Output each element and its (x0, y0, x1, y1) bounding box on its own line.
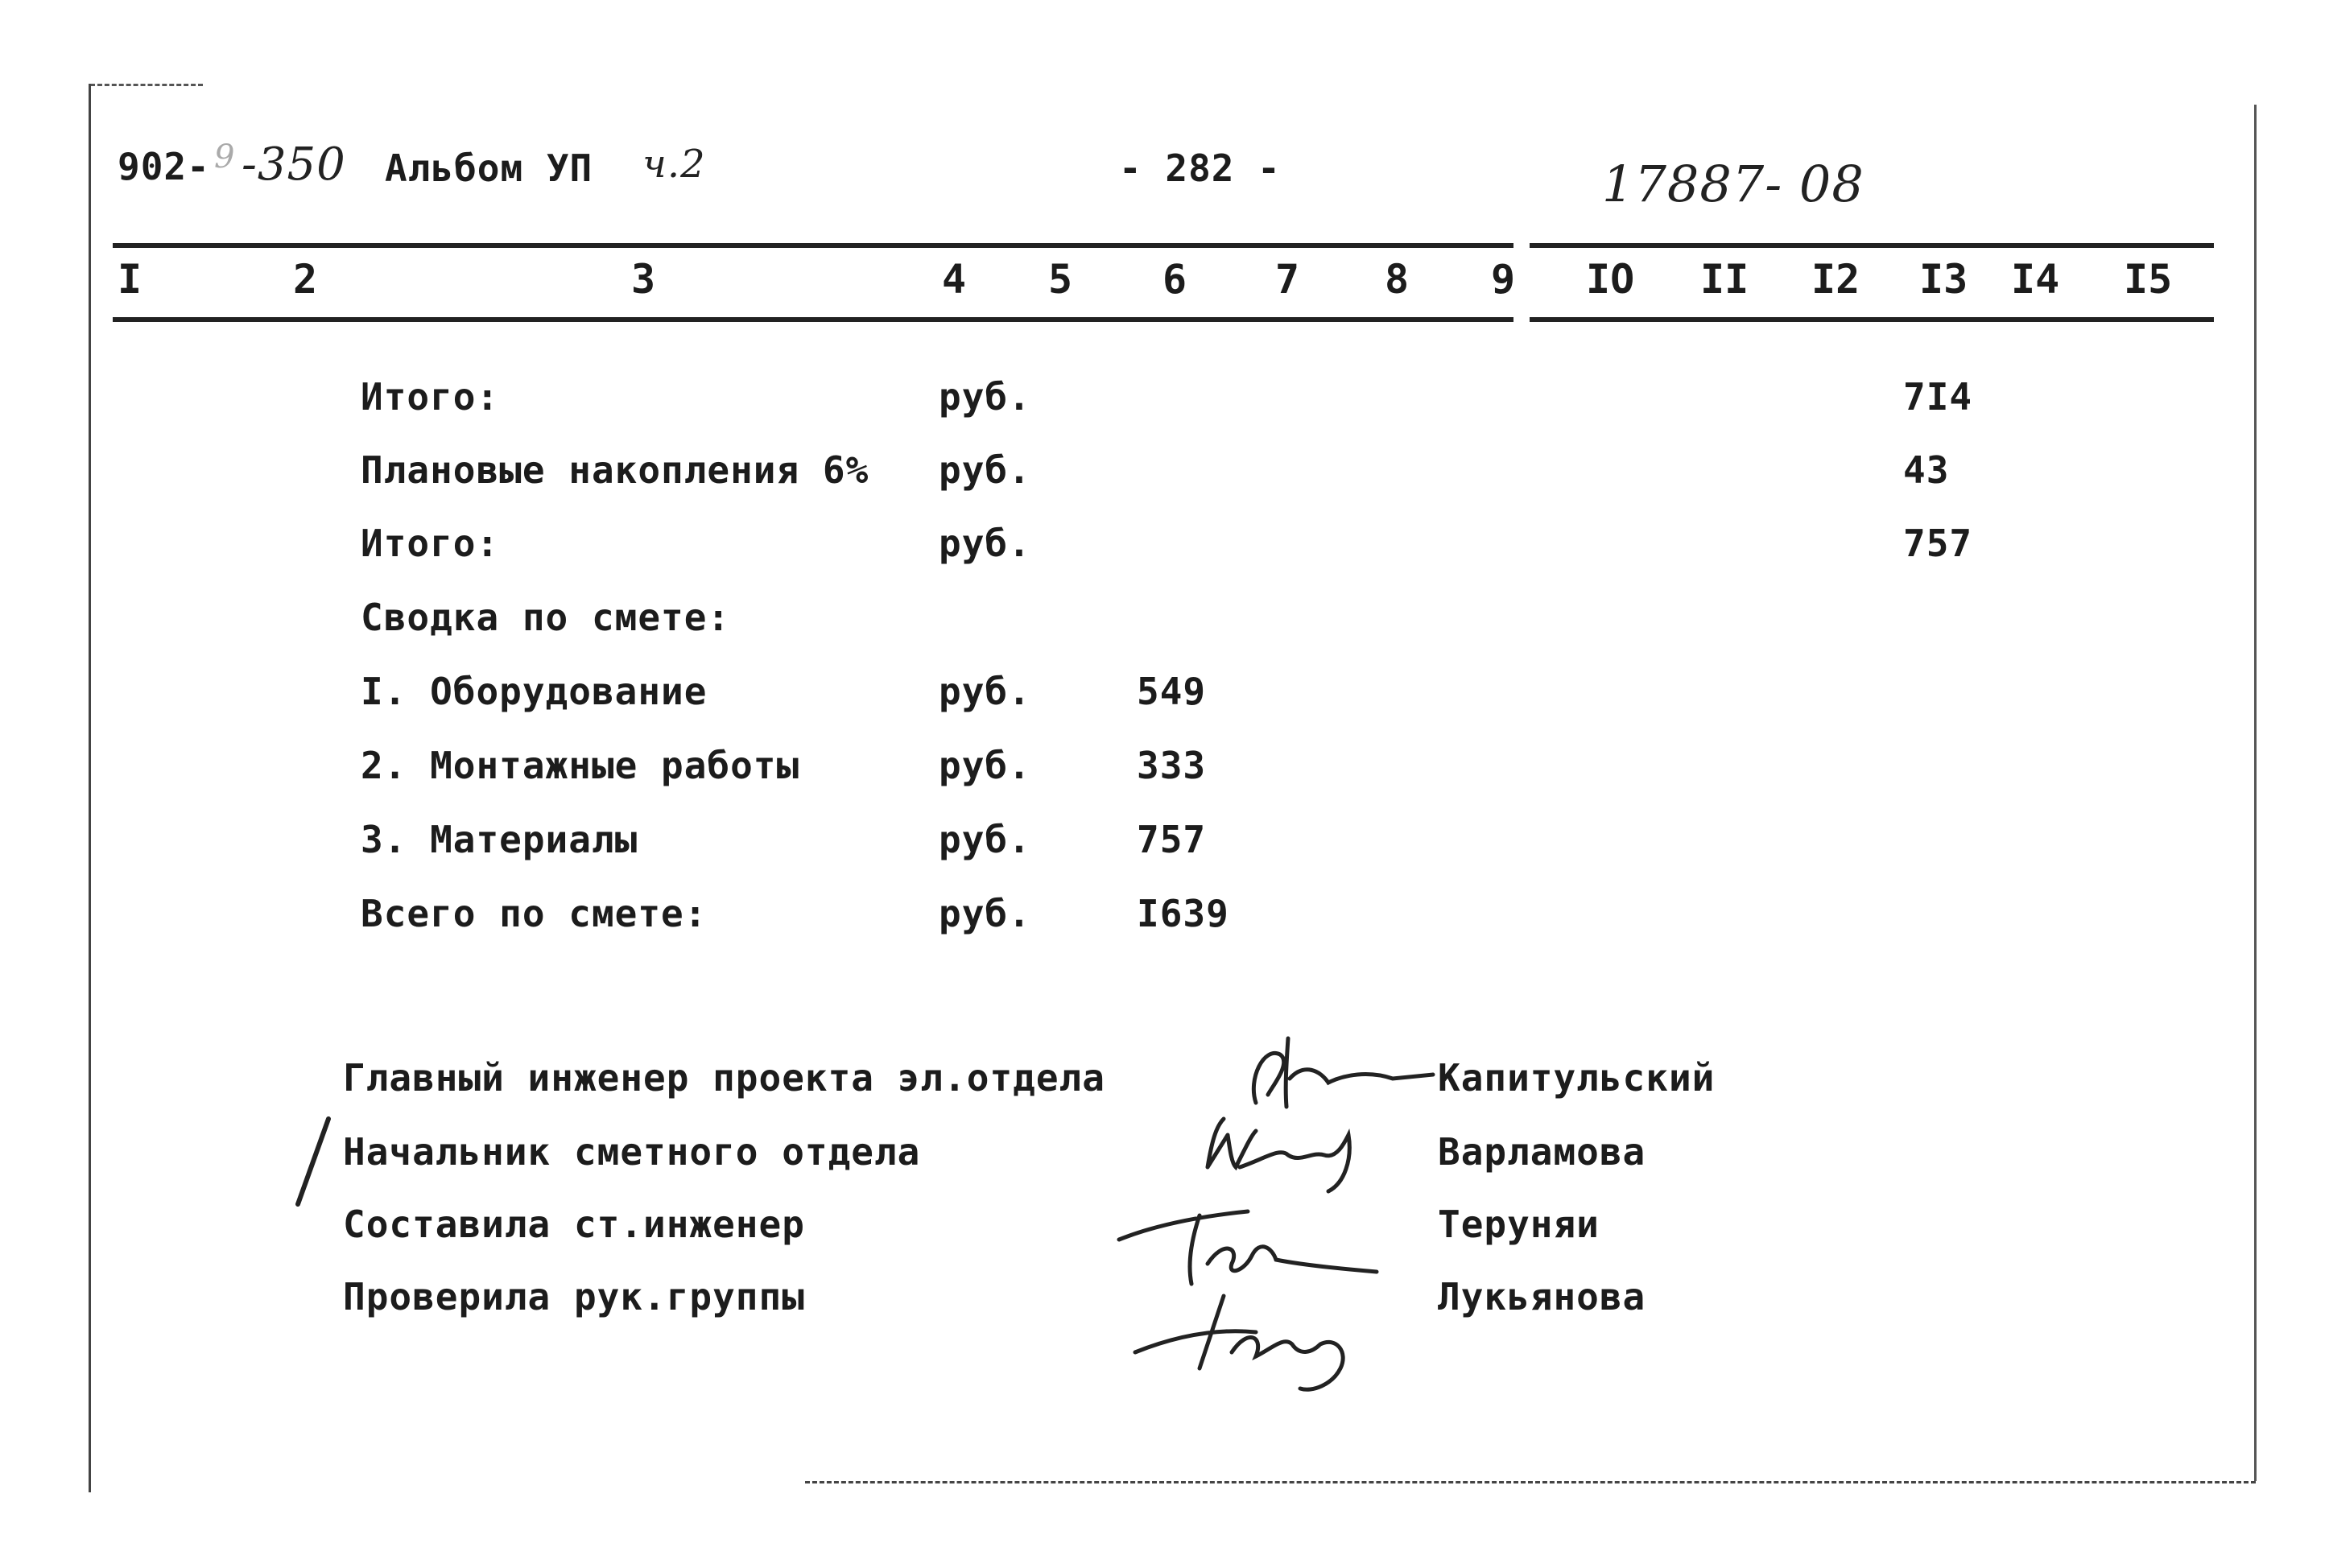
border-left (89, 84, 91, 1492)
signature-position: Начальник сметного отдела (343, 1130, 921, 1174)
page-number: - 282 - (1119, 146, 1281, 190)
column-header-4: 4 (942, 256, 967, 303)
signature-name: Лукьянова (1438, 1275, 1646, 1318)
column-header-13: I3 (1919, 256, 1968, 303)
column-header-14: I4 (2011, 256, 2060, 303)
border-top (90, 84, 203, 86)
row-value-col13: 7I4 (1903, 375, 1973, 419)
row-value-col6: 757 (1137, 818, 1207, 861)
column-header-10: IO (1586, 256, 1635, 303)
border-right (2254, 105, 2257, 1481)
row-unit: руб. (939, 375, 1031, 419)
signature-name: Теруняи (1438, 1203, 1600, 1246)
album-part: ч.2 (642, 142, 706, 187)
column-header-1: I (118, 256, 142, 303)
header-rule-bottom-right (1530, 317, 2214, 322)
row-label: Плановые накопления 6% (361, 448, 869, 492)
header-rule-bottom-left (113, 317, 1513, 322)
column-header-9: 9 (1491, 256, 1516, 303)
row-unit: руб. (939, 670, 1031, 713)
doc-code-suffix: -350 (242, 138, 346, 191)
column-header-7: 7 (1275, 256, 1300, 303)
column-header-11: II (1700, 256, 1749, 303)
column-header-15: I5 (2124, 256, 2173, 303)
header-rule-top-right (1530, 243, 2214, 248)
row-label: Итого: (361, 375, 500, 419)
signature-name: Варламова (1438, 1130, 1646, 1174)
row-unit: руб. (939, 522, 1031, 565)
column-header-8: 8 (1385, 256, 1410, 303)
slash-mark (290, 1114, 338, 1211)
column-header-12: I2 (1811, 256, 1860, 303)
signature-position: Главный инженер проекта эл.отдела (343, 1056, 1105, 1100)
signature-graphic-4 (1127, 1280, 1393, 1401)
column-header-2: 2 (293, 256, 318, 303)
border-bottom (805, 1481, 2256, 1483)
row-label: Сводка по смете: (361, 596, 731, 639)
signature-position: Проверила рук.группы (343, 1275, 805, 1318)
doc-code-prefix: 902- (118, 145, 210, 188)
row-label: 2. Монтажные работы (361, 744, 800, 787)
row-label: 3. Материалы (361, 818, 638, 861)
signature-name: Капитульский (1438, 1056, 1716, 1100)
signature-graphic-1 (1224, 1030, 1441, 1111)
row-unit: руб. (939, 892, 1031, 935)
column-header-6: 6 (1162, 256, 1187, 303)
row-label: Всего по смете: (361, 892, 708, 935)
registration-number: 17887- 08 (1602, 155, 1864, 213)
row-value-col13: 43 (1903, 448, 1950, 492)
signature-position: Составила ст.инженер (343, 1203, 805, 1246)
row-value-col6: 549 (1137, 670, 1207, 713)
column-header-5: 5 (1048, 256, 1073, 303)
row-label: I. Оборудование (361, 670, 708, 713)
row-unit: руб. (939, 744, 1031, 787)
row-label: Итого: (361, 522, 500, 565)
row-value-col6: I639 (1137, 892, 1229, 935)
row-unit: руб. (939, 818, 1031, 861)
album-label: Альбом УП (385, 146, 593, 190)
row-value-col13: 757 (1903, 522, 1973, 565)
row-value-col6: 333 (1137, 744, 1207, 787)
header-rule-top-left (113, 243, 1513, 248)
column-header-3: 3 (631, 256, 656, 303)
signature-graphic-2 (1191, 1111, 1385, 1199)
row-unit: руб. (939, 448, 1031, 492)
doc-code-mark: 9 (214, 138, 236, 175)
